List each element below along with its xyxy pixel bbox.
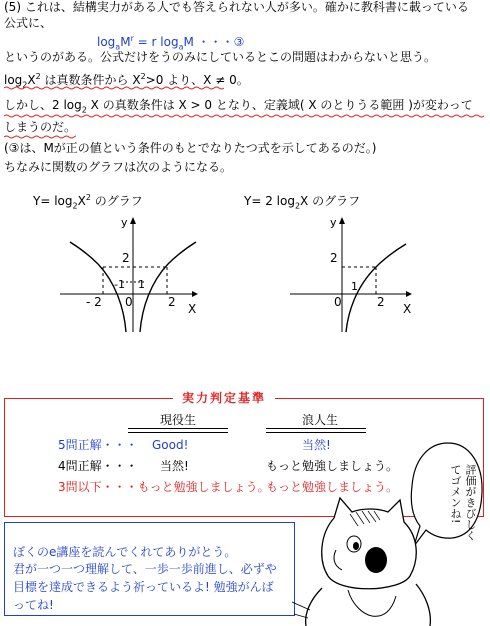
formula-sup: r: [130, 34, 134, 43]
title-sub: 2: [294, 201, 301, 211]
title-part: X: [77, 194, 86, 208]
row5-current: Good!: [152, 438, 189, 452]
graph-right: [290, 212, 430, 334]
x-axis-label: X: [188, 302, 197, 316]
bubble-text: 評価がきびしくてゴメンね!: [449, 464, 477, 541]
x-axis-label: X: [403, 302, 412, 316]
wavy-underline: [4, 135, 76, 139]
column-header-current: 現役生: [160, 413, 197, 427]
paragraph-line-7: (③は、Mが正の値という条件のもとでなりたつ式を示してあるのだ。): [4, 141, 377, 155]
tick-x-2: 2: [168, 295, 176, 309]
row4-label: 4問正解・・・: [58, 459, 138, 473]
message-line: ぼくのe講座を読んでくれてありがとう。: [13, 545, 237, 559]
graph-right-title: [244, 192, 360, 210]
text-part: X: [27, 73, 36, 87]
header-underline: [128, 428, 228, 433]
row5-ronin: 当然!: [302, 438, 331, 452]
text-part: X の真数条件は X > 0 となり、定義域( X のとりうる範囲 )が変わって: [86, 98, 473, 112]
paragraph-line-2: 公式に、: [4, 16, 53, 30]
body-inner: [348, 590, 396, 616]
curve-right-branch: [140, 242, 196, 332]
character-illustration: [292, 492, 442, 626]
row4-current: 当然!: [160, 459, 189, 473]
title-sup: 2: [85, 193, 91, 202]
text-part: は真数条件から X: [40, 73, 141, 87]
tick-y-2: 2: [330, 251, 338, 265]
title-part: のグラフ: [90, 194, 143, 208]
formula-part: log: [97, 35, 116, 49]
title-part: Y= 2 log: [244, 194, 295, 208]
message-line: ってね!: [13, 598, 54, 612]
message-box: [4, 522, 295, 616]
y-axis-label: y: [121, 216, 128, 229]
body-outline: [306, 584, 431, 626]
header-underline: [266, 428, 366, 433]
text-sub: 2: [22, 80, 28, 90]
formula-part: M: [120, 35, 131, 49]
tick-x-1: 1: [138, 278, 145, 291]
row5-label: 5問正解・・・: [58, 438, 138, 452]
text-sup: 2: [140, 72, 146, 81]
origin-label: 0: [334, 295, 342, 309]
paragraph-line-6: しまうのだ。: [4, 120, 77, 134]
x-axis-arrow: [192, 291, 198, 297]
tick-x-2: 2: [377, 295, 385, 309]
paragraph-line-8: ちなみに関数のグラフは次のようになる。: [4, 160, 233, 174]
text-part: log: [4, 73, 23, 87]
wavy-underline: [4, 86, 224, 90]
panel-title: 実力判定基準: [173, 389, 275, 406]
text-sup: 2: [35, 72, 41, 81]
tick-x-n2: - 2: [86, 295, 102, 309]
row3-label: 3問以下・・・もっと勉強しましょう。: [58, 480, 270, 494]
graph-left: [60, 212, 210, 334]
origin-label: 0: [125, 295, 133, 309]
paragraph-line-3: というのがある。公式だけをうのみにしているとこの問題はわからないと思う。: [4, 50, 437, 64]
pupil-left: [353, 542, 359, 550]
column-header-ronin: 浪人生: [302, 413, 339, 427]
tick-x-1: 1: [351, 280, 358, 293]
message-line: 目標を達成できるよう祈っているよ! 勉強がんば: [13, 580, 274, 594]
tick-x-n1: -1: [114, 278, 125, 291]
graph-left-title: [33, 192, 143, 210]
title-part: X のグラフ: [300, 194, 361, 208]
y-axis-arrow: [130, 217, 136, 224]
formula-sub: a: [178, 42, 184, 52]
formula-part: = r log: [133, 35, 179, 49]
wavy-underline: [4, 114, 484, 118]
row4-ronin: もっと勉強しましょう。: [266, 459, 399, 473]
x-axis-arrow: [406, 291, 412, 297]
message-line: 君が一つ一つ理解して、一歩一歩前進し、必ずや: [13, 562, 277, 576]
title-sub: 2: [72, 201, 78, 211]
head-outline: [322, 498, 417, 589]
mouth: [365, 547, 387, 573]
y-axis-arrow: [339, 217, 345, 224]
paragraph-line-1: (5) これは、結構実力がある人でも答えられない人が多い。確かに教科書に載っている: [4, 0, 469, 14]
tick-y-2: 2: [122, 251, 130, 265]
title-part: Y= log: [33, 194, 73, 208]
y-axis-label: y: [330, 216, 337, 229]
text-sub: 2: [81, 105, 87, 115]
text-part: しかし、2 log: [4, 98, 82, 112]
formula-part: M ・・・③: [183, 35, 245, 49]
text-part: >0 より、X ≠ 0。: [145, 73, 249, 87]
row3-ronin: もっと勉強しましょう。: [266, 480, 399, 494]
formula-sub: a: [115, 42, 121, 52]
